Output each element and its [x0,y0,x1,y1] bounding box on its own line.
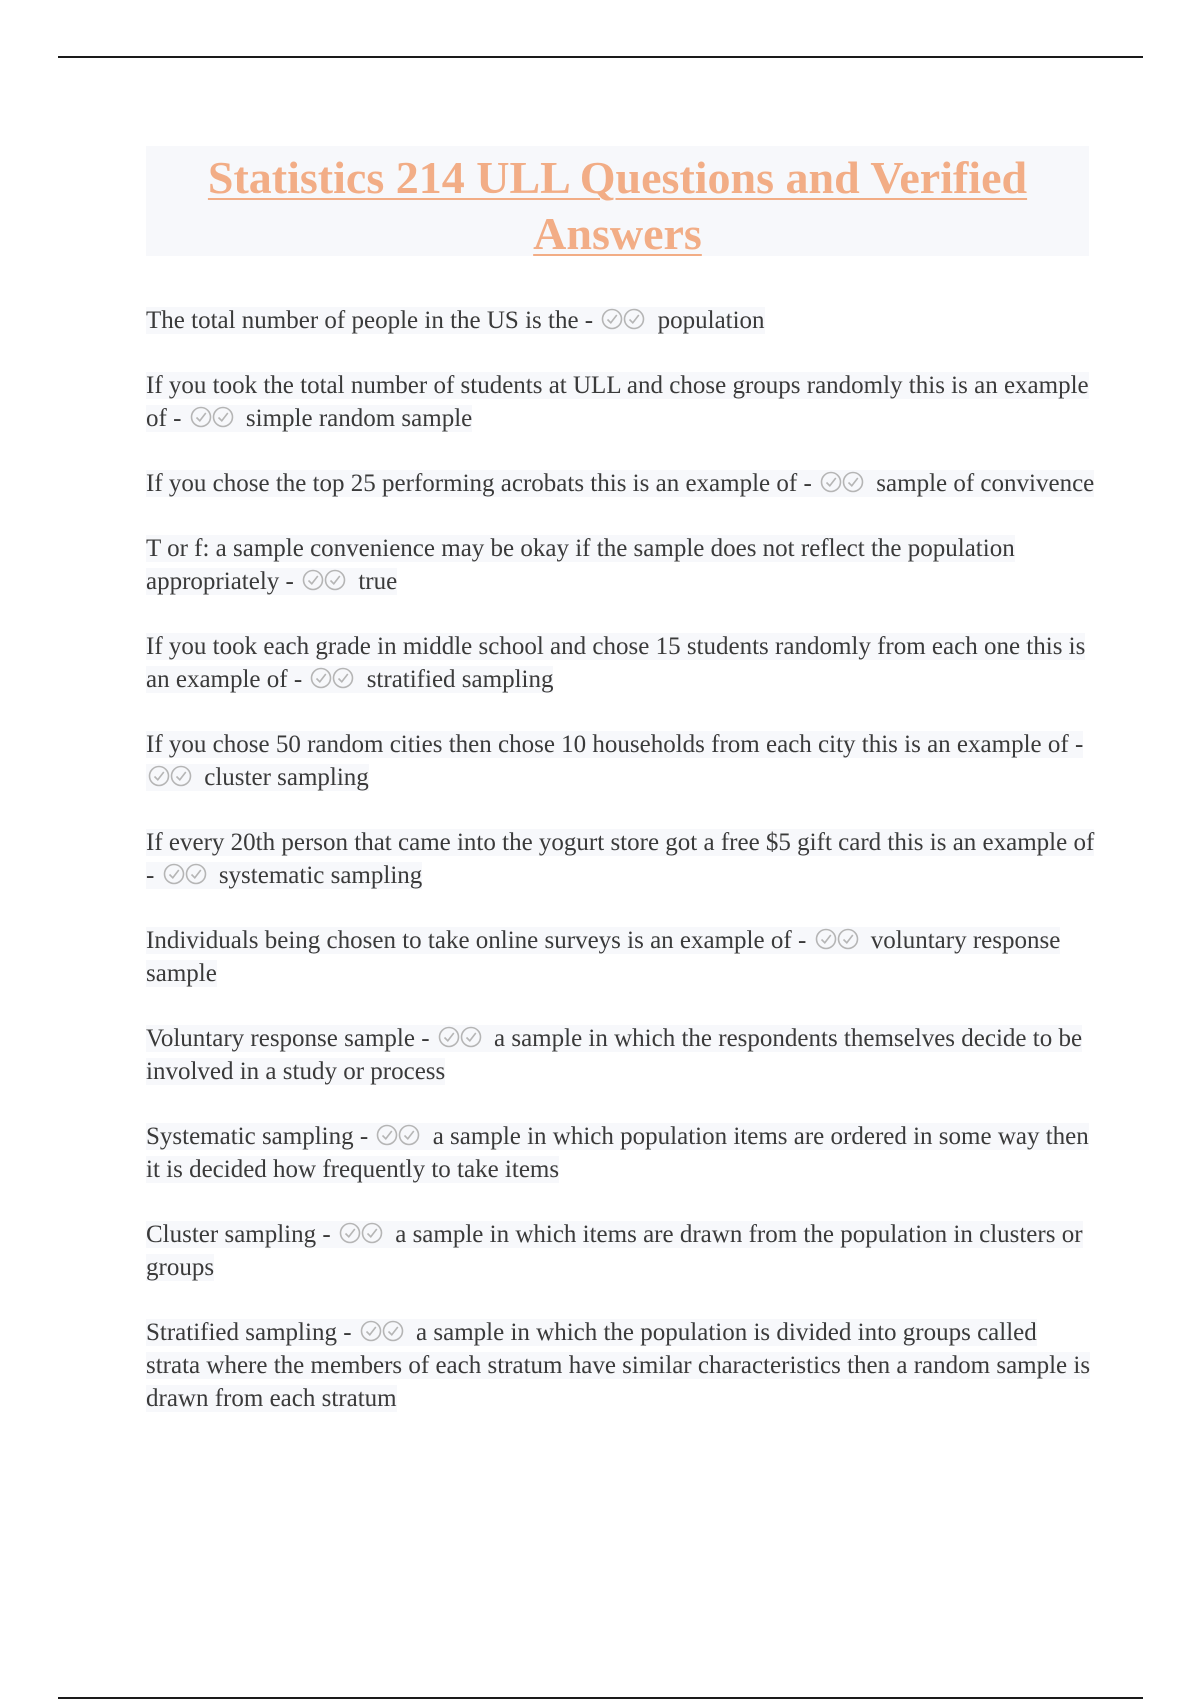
answer-text: simple random sample [245,405,473,432]
qa-item [146,728,1096,794]
question-text: Systematic sampling [146,1123,354,1150]
qa-item [146,467,1096,500]
qa-text [146,1123,1089,1183]
qa-text [146,535,1015,595]
qa-text [146,1319,1090,1412]
double-check-icon [438,1025,484,1049]
question-text: If every 20th person that came into the yogurt store got a free $5 gift card this is an example of [146,829,1095,856]
double-check-icon [815,927,861,951]
qa-text [146,1221,1083,1281]
qa-item [146,924,1096,990]
qa-item [146,1022,1096,1088]
separator: - [173,405,182,432]
top-rule [58,56,1143,58]
double-check-icon [310,666,356,690]
question-text: T or f: a sample convenience may be okay if the sample does not reflect the population appropriately [146,535,1015,595]
question-text: The total number of people in the US is the [146,307,579,334]
double-check-icon [360,1319,406,1343]
separator: - [322,1221,331,1248]
qa-text [146,731,1083,791]
question-text: If you chose the top 25 performing acrobats this is an example of [146,470,798,497]
title-box [146,146,1089,259]
qa-text [146,1025,1082,1085]
question-text: Cluster sampling [146,1221,317,1248]
answer-text: a sample in which the respondents themselves decide to be involved in a study or process [146,1025,1083,1085]
qa-text [146,829,1094,889]
answer-text: cluster sampling [204,764,369,791]
answer-text: population [657,307,765,334]
separator: - [343,1319,352,1346]
qa-list [146,304,1096,1447]
qa-item [146,1316,1096,1415]
separator: - [285,568,294,595]
qa-text [146,470,1094,497]
separator: - [421,1025,430,1052]
qa-text [146,372,1089,432]
separator: - [584,307,594,334]
qa-text [146,307,765,334]
answer-text: a sample in which population items are ordered in some way then it is decided how frequently to take items [146,1123,1089,1183]
qa-item [146,304,1096,337]
separator: - [803,470,812,497]
answer-text: voluntary response sample [146,927,1061,987]
double-check-icon [601,307,647,331]
qa-item [146,369,1096,435]
bottom-rule [58,1697,1143,1699]
question-text: If you took the total number of students at ULL and chose groups randomly this is an example of [146,372,1089,432]
answer-text: stratified sampling [366,666,554,693]
question-text: If you chose 50 random cities then chose 10 households from each city this is an example of [146,731,1069,758]
double-check-icon [190,405,236,429]
double-check-icon [148,764,194,788]
document-title: Statistics 214 ULL Questions and Verified Answers [207,152,1028,259]
qa-item [146,532,1096,598]
qa-item [146,1218,1096,1284]
double-check-icon [820,470,866,494]
separator: - [293,666,303,693]
qa-item [146,630,1096,696]
answer-text: systematic sampling [218,862,423,889]
answer-text: sample of convivence [876,470,1095,497]
double-check-icon [339,1221,385,1245]
double-check-icon [302,568,348,592]
qa-text [146,927,1060,987]
qa-item [146,826,1096,892]
separator: - [146,862,155,889]
answer-text: a sample in which the population is divided into groups called strata where the members of each stratum have similar characteristics then a random sample is drawn from each stratum [146,1319,1091,1412]
separator: - [797,927,807,954]
double-check-icon [163,862,209,886]
question-text: Individuals being chosen to take online surveys is an example of [146,927,792,954]
question-text: Voluntary response sample [146,1025,415,1052]
separator: - [359,1123,369,1150]
question-text: Stratified sampling [146,1319,337,1346]
separator: - [1074,731,1084,758]
question-text: If you took each grade in middle school and chose 15 students randomly from each one this is an example of [146,633,1086,693]
answer-text: a sample in which items are drawn from the population in clusters or groups [146,1221,1083,1281]
double-check-icon [376,1123,422,1147]
answer-text: true [358,568,398,595]
qa-text [146,633,1085,693]
qa-item [146,1120,1096,1186]
